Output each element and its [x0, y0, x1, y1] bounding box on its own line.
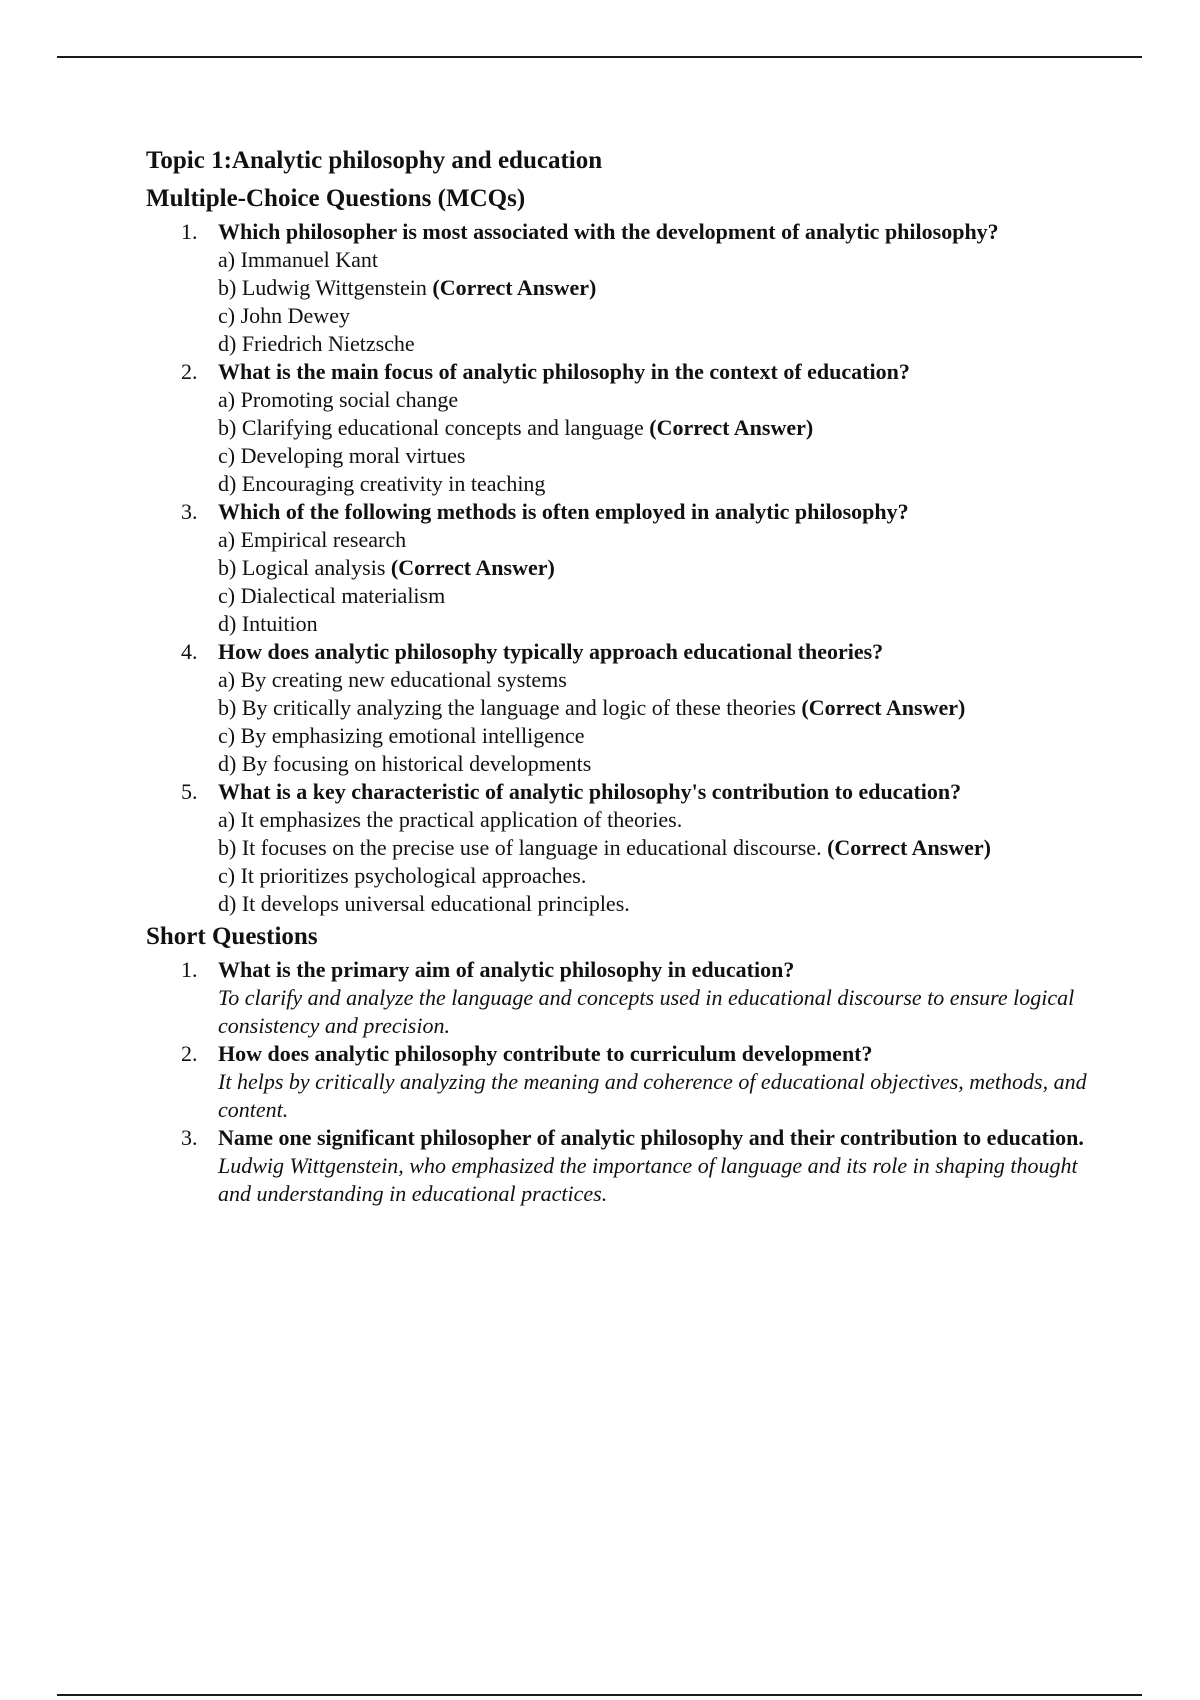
option-text: b) Logical analysis [218, 555, 386, 580]
short-question-1 [146, 956, 1106, 1040]
mcq-heading: Multiple-Choice Questions (MCQs) [146, 185, 526, 212]
option-text: b) Ludwig Wittgenstein [218, 275, 427, 300]
option-c: c) Developing moral virtues [218, 443, 466, 468]
bottom-rule [57, 1694, 1142, 1696]
option-b [218, 274, 1106, 302]
option-a: a) Empirical research [218, 527, 407, 552]
question-number: 3. [181, 1125, 198, 1150]
question-text: How does analytic philosophy typically approach educational theories? [218, 639, 884, 664]
question-text: Which of the following methods is often employed in analytic philosophy? [218, 499, 909, 524]
correct-answer-marker: (Correct Answer) [390, 555, 555, 580]
option-c: c) It prioritizes psychological approaches. [218, 863, 587, 888]
option-b [218, 834, 1106, 862]
option-text: b) Clarifying educational concepts and language [218, 415, 644, 440]
option-d: d) Encouraging creativity in teaching [218, 471, 546, 496]
mcq-question-2 [146, 358, 1106, 498]
short-question-3 [146, 1124, 1106, 1208]
option-c: c) Dialectical materialism [218, 583, 446, 608]
question-number: 1. [181, 957, 198, 982]
short-question-2 [146, 1040, 1106, 1124]
option-a: a) Promoting social change [218, 387, 459, 412]
document-body [146, 142, 1106, 1208]
mcq-question-3 [146, 498, 1106, 638]
mcq-list [146, 218, 1106, 918]
option-text: b) By critically analyzing the language and logic of these theories [218, 695, 796, 720]
question-text: What is the main focus of analytic philosophy in the context of education? [218, 359, 910, 384]
question-number: 4. [181, 639, 198, 664]
mcq-question-5 [146, 778, 1106, 918]
option-c: c) John Dewey [218, 303, 350, 328]
question-text: Which philosopher is most associated with the development of analytic philosophy? [218, 219, 999, 244]
correct-answer-marker: (Correct Answer) [432, 275, 597, 300]
answer-text: Ludwig Wittgenstein, who emphasized the importance of language and its role in shaping thought and understanding in educational practices. [218, 1153, 1078, 1206]
question-text: What is the primary aim of analytic philosophy in education? [218, 957, 795, 982]
option-d: d) Friedrich Nietzsche [218, 331, 415, 356]
question-number: 5. [181, 779, 198, 804]
top-rule [57, 56, 1142, 58]
option-b [218, 694, 1106, 722]
option-d: d) It develops universal educational principles. [218, 891, 630, 916]
option-c: c) By emphasizing emotional intelligence [218, 723, 585, 748]
question-number: 2. [181, 359, 198, 384]
option-a: a) By creating new educational systems [218, 667, 567, 692]
correct-answer-marker: (Correct Answer) [827, 835, 991, 860]
question-number: 1. [181, 219, 198, 244]
option-b [218, 414, 1106, 442]
option-a: a) Immanuel Kant [218, 247, 379, 272]
correct-answer-marker: (Correct Answer) [801, 695, 966, 720]
option-a: a) It emphasizes the practical application of theories. [218, 807, 683, 832]
question-text: How does analytic philosophy contribute to curriculum development? [218, 1041, 873, 1066]
question-number: 2. [181, 1041, 198, 1066]
topic-title: Topic 1:Analytic philosophy and education [146, 147, 603, 174]
option-b [218, 554, 1106, 582]
mcq-question-4 [146, 638, 1106, 778]
question-number: 3. [181, 499, 198, 524]
answer-text: It helps by critically analyzing the meaning and coherence of educational objectives, methods, and content. [218, 1069, 1087, 1122]
option-d: d) By focusing on historical developments [218, 751, 592, 776]
answer-text: To clarify and analyze the language and concepts used in educational discourse to ensure logical consistency and precision. [218, 985, 1075, 1038]
question-text: Name one significant philosopher of analytic philosophy and their contribution to education. [218, 1125, 1084, 1150]
short-questions-list [146, 956, 1106, 1208]
correct-answer-marker: (Correct Answer) [649, 415, 814, 440]
question-text: What is a key characteristic of analytic philosophy's contribution to education? [218, 779, 962, 804]
option-text: b) It focuses on the precise use of language in educational discourse. [218, 835, 822, 860]
mcq-question-1 [146, 218, 1106, 358]
option-d: d) Intuition [218, 611, 318, 636]
short-questions-heading: Short Questions [146, 923, 318, 950]
